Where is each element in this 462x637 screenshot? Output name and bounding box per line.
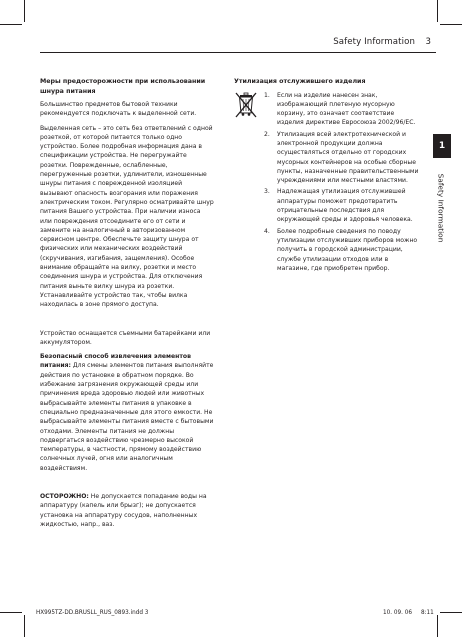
disposal-list [264, 91, 422, 276]
disposal-heading: Утилизация отслужившего изделия [234, 78, 366, 85]
list-item: 1. Если на изделие нанесен знак, изображающий плетеную мусорную корзину, это означает соответствие изделия директиве Евросоюза 2002/96/EC. [264, 91, 416, 127]
list-item: 2. Утилизация всей электротехнической и электронной продукции должна осуществляться отдельно от городских мусорных контейнеров на особые сборные пункты, назначенные правительственными учреждениями или местными властями. [264, 130, 419, 185]
header-title: Safety Information [333, 37, 415, 47]
caution-text: Не допускается попадание воды на аппаратуру (капель или брызг); не допускается установка на аппаратуру сосудов, наполненных жидкостью, напр., ваз. [40, 492, 207, 528]
battery-removal-heading: Безопасный способ извлечения элементов питания: [40, 353, 191, 370]
paragraph-dedicated-outlet: Большинство предметов бытовой техники рекомендуется подключать к выделенной сети. [40, 101, 197, 118]
power-cord-heading: Меры предосторожности при использовании шнура питания [40, 78, 206, 95]
list-item: 3. Надлежащая утилизация отслужившей аппаратуры поможет предотвратить отрицательные последствия для окружающей среды и здоровья человека. [264, 188, 413, 224]
paragraph-batteries: Устройство оснащается съемными батарейками или аккумулятором. [40, 329, 211, 346]
right-column [234, 77, 422, 275]
caution-label: ОСТОРОЖНО: [40, 492, 89, 500]
footer-filename: HX995TZ-DD.BRUSLL_RUS_0893.indd 3 [36, 610, 149, 616]
chapter-tab: 1 [433, 134, 451, 158]
footer-time: 8:11 [421, 610, 434, 616]
caution-paragraph [40, 492, 214, 529]
page-header [0, 0, 462, 60]
battery-removal-text: Для смены элементов питания выполняйте действия по установке в обратном порядке. Во избежание загрязнения окружающей среды или причинения вреда здоровью людей или животных выбрасывайте элементы питания в упаковке в специально предназначенные для этого емкости. Не выбрасывайте элементы питания вместе с бытовыми отходами. Элементы питания не должны подвергаться воздействию чрезмерно высокой температуры, в частности, прямому воздействию солнечных лучей, огня или аналогичным воздействиям. [40, 362, 214, 472]
print-footer [0, 610, 462, 637]
battery-removal-paragraph [40, 352, 214, 473]
disposal-block [234, 91, 422, 276]
left-column [40, 77, 214, 534]
page-number: 3 [425, 37, 431, 47]
chapter-label: Safety Information [436, 173, 446, 243]
footer-date: 10. 09. 06 [383, 610, 412, 616]
header-divider [40, 52, 436, 53]
list-item: 4. Более подробные сведения по поводу утилизации отслуживших приборов можно получить в городской администрации, службе утилизации отходов или в магазине, где приобретен прибор. [264, 227, 418, 272]
paragraph-dedicated-circuit: Выделенная сеть – это сеть без ответвлений с одной розеткой, от которой питается только одно устройство. Более подробная информация дана в спецификации устройства. Не перегружайте розетки. Поврежденные, ослабленные, перегруженные розетки, удлинители, изношенные шнуры питания с поврежденной изоляцией вызывают опасность возгорания или поражения электрическим током. Регулярно осматривайте шнур питания Вашего устройства. При наличии износа или повреждения отсоедините его от сети и замените на аналогичный в авторизованном сервисном центре. Обеспечьте защиту шнура от физических или механических воздействий (скручивания, изгибания, защемления). Особое внимание обращайте на вилку, розетки и место соединения шнура и устройства. Для отключения питания выньте вилку шнура из розетки. Устанавливайте устройство так, чтобы вилка находилась в зоне прямого доступа. [40, 124, 214, 309]
crossed-out-bin-icon [234, 91, 258, 121]
